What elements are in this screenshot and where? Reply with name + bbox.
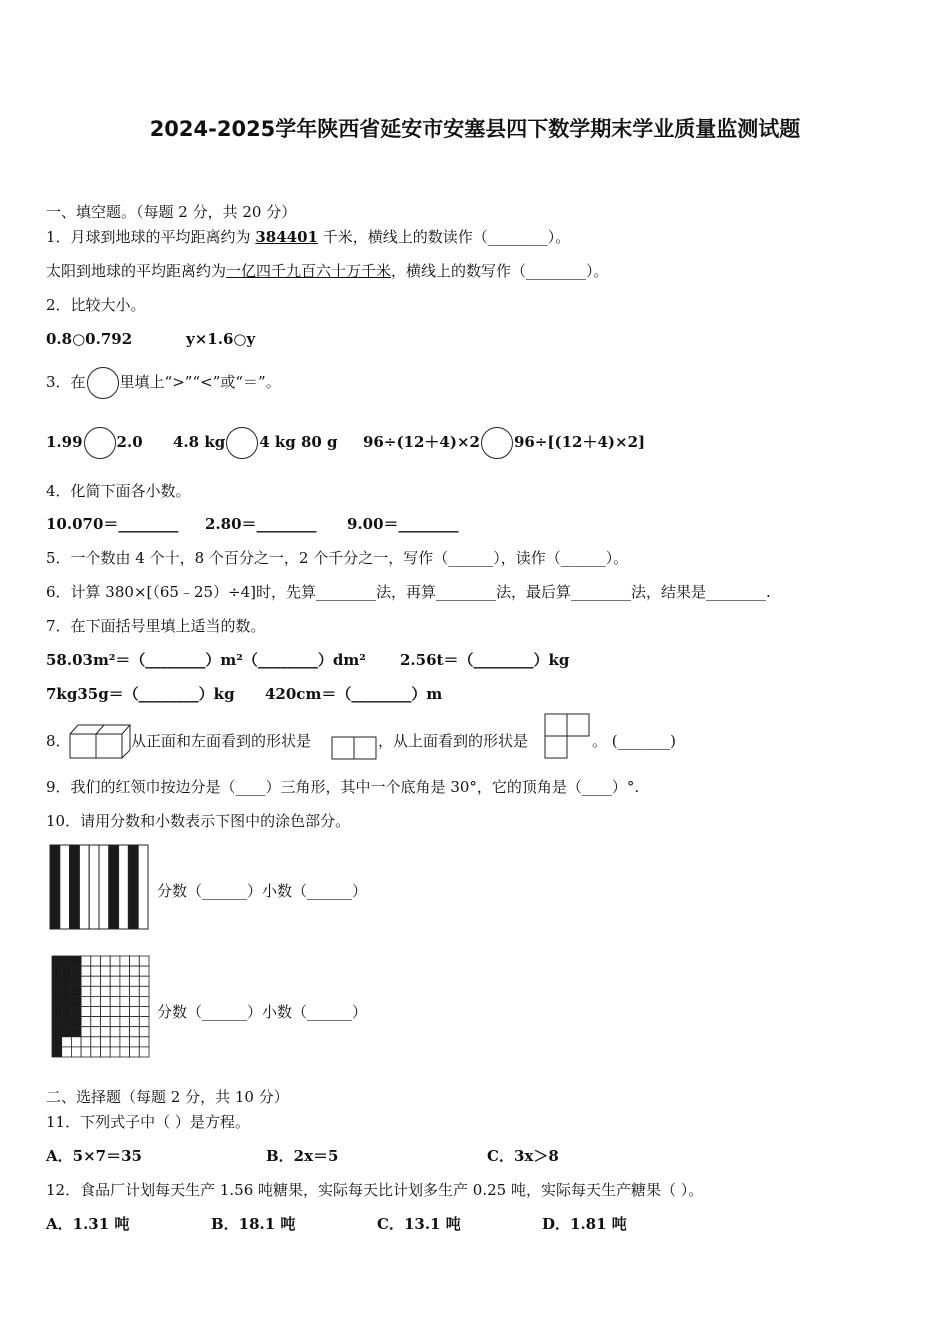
grid-cell	[120, 996, 130, 1006]
section1-heading: 一、填空题。（每题 2 分，共 20 分）	[46, 203, 297, 221]
grid-cell	[139, 1037, 149, 1047]
grid-cell-shaded	[71, 986, 81, 996]
grid-cell	[139, 976, 149, 986]
grid-cell	[101, 1007, 111, 1017]
grid-cell	[139, 1047, 149, 1057]
grid-cell-shaded	[71, 996, 81, 1006]
grid-cell-shaded	[52, 956, 62, 966]
grid-cell	[120, 1047, 130, 1057]
grid-cell-shaded	[52, 1047, 62, 1057]
q4-b: 2.80＝________	[205, 515, 317, 533]
page-title: 2024-2025学年陕西省延安市安塞县四下数学期末学业质量监测试题	[149, 117, 801, 141]
grid-cell-shaded	[52, 966, 62, 976]
grid-cell	[110, 966, 120, 976]
stripe-shaded	[128, 845, 138, 929]
grid-cell	[120, 966, 130, 976]
grid-cell	[139, 1007, 149, 1017]
grid-cell-shaded	[71, 1027, 81, 1037]
q10-text: 10．请用分数和小数表示下图中的涂色部分。	[46, 812, 351, 830]
grid-cell	[62, 1037, 72, 1047]
top-view-figure	[544, 713, 590, 761]
grid-figure	[51, 955, 151, 1059]
q2-b: y×1.6○y	[186, 330, 256, 348]
grid-cell	[130, 986, 140, 996]
grid-cell	[130, 1007, 140, 1017]
grid-cell	[101, 966, 111, 976]
grid-cell	[91, 996, 101, 1006]
grid-cell	[101, 1037, 111, 1047]
q1-post: 千米，横线上的数读作（________）。	[317, 228, 571, 246]
grid-cell	[110, 1037, 120, 1047]
grid-cell	[81, 956, 91, 966]
stripe-blank	[79, 845, 89, 929]
q4-a: 10.070＝________	[46, 515, 179, 533]
grid-cell	[130, 976, 140, 986]
stripe-shaded	[50, 845, 60, 929]
q7-c: 7kg35g＝（________）kg	[46, 685, 235, 703]
q3-pre: 3．在	[46, 373, 86, 391]
grid-cell-shaded	[71, 966, 81, 976]
grid-cell	[139, 1027, 149, 1037]
grid-cell-shaded	[52, 1037, 62, 1047]
grid-cell	[81, 996, 91, 1006]
front-view-figure	[331, 736, 377, 760]
grid-cell	[120, 1017, 130, 1027]
grid-cell	[139, 956, 149, 966]
q3-a	[46, 424, 143, 460]
grid-cell	[81, 976, 91, 986]
q3-b	[173, 424, 338, 460]
grid-cell	[120, 1027, 130, 1037]
q11-option-b[interactable]: B．2x＝5	[266, 1147, 339, 1165]
q1b-pre: 太阳到地球的平均距离约为	[46, 262, 227, 280]
grid-cell	[81, 1027, 91, 1037]
q12-option-a[interactable]: A．1.31 吨	[46, 1215, 130, 1233]
grid-cell	[91, 1047, 101, 1057]
grid-cell	[101, 956, 111, 966]
q8-mid: 从正面和左面看到的形状是	[131, 732, 312, 750]
q5-text: 5．一个数由 4 个十，8 个百分之一，2 个千分之一，写作（______），读作（______）。	[46, 549, 629, 567]
grid-cell	[91, 1017, 101, 1027]
grid-cell-shaded	[52, 976, 62, 986]
grid-cell	[81, 1017, 91, 1027]
q3a-left: 1.99	[46, 433, 83, 451]
q2-a: 0.8○0.792	[46, 330, 133, 348]
stripe-blank	[99, 845, 109, 929]
grid-cell	[81, 986, 91, 996]
grid-cell-shaded	[52, 996, 62, 1006]
grid-cell	[81, 1007, 91, 1017]
q8-num: 8．	[46, 732, 71, 750]
grid-cell-shaded	[52, 986, 62, 996]
grid-cell	[139, 996, 149, 1006]
grid-cell	[91, 986, 101, 996]
grid-cell	[110, 1047, 120, 1057]
q10-a: 分数（______）小数（______）	[157, 882, 368, 900]
grid-cell-shaded	[71, 1017, 81, 1027]
grid-cell	[110, 986, 120, 996]
grid-cell-shaded	[52, 1027, 62, 1037]
grid-cell-shaded	[62, 996, 72, 1006]
grid-cell	[139, 1017, 149, 1027]
grid-cell-shaded	[62, 1007, 72, 1017]
q6-text: 6．计算 380×[（65﹣25）÷4]时，先算________法，再算________法，最后算________法，结果是________.	[46, 583, 771, 601]
q8-mid2: ，从上面看到的形状是	[378, 732, 529, 750]
q3c-right: 96÷[(12＋4)×2]	[513, 433, 646, 451]
q8-end: 。 (_______)	[592, 732, 676, 750]
grid-cell-shaded	[62, 966, 72, 976]
q7-b: 2.56t＝（________）kg	[400, 651, 570, 669]
grid-cell	[91, 1027, 101, 1037]
grid-cell	[130, 1017, 140, 1027]
grid-cell	[120, 956, 130, 966]
stripe-shaded	[70, 845, 80, 929]
circle-blank-icon[interactable]	[84, 427, 116, 459]
stripe-blank	[60, 845, 70, 929]
grid-cell	[120, 1037, 130, 1047]
grid-cell	[91, 966, 101, 976]
grid-cell	[101, 996, 111, 1006]
q12-option-c[interactable]: C．13.1 吨	[377, 1215, 461, 1233]
grid-cell	[130, 966, 140, 976]
grid-cell-shaded	[71, 976, 81, 986]
q1-distance-moon: 384401	[255, 228, 318, 246]
grid-cell	[101, 1047, 111, 1057]
section2-heading: 二、选择题（每题 2 分，共 10 分）	[46, 1088, 289, 1106]
grid-cell	[130, 1047, 140, 1057]
grid-cell	[139, 986, 149, 996]
q7-a: 58.03m²＝（________）m²（________）dm²	[46, 651, 366, 669]
q12-text: 12．食品厂计划每天生产 1.56 吨糖果，实际每天比计划多生产 0.25 吨，实际每天生产糖果（ ）。	[46, 1181, 704, 1199]
grid-cell	[110, 1027, 120, 1037]
grid-cell	[81, 1047, 91, 1057]
q3-c	[363, 424, 645, 460]
stripe-figure	[48, 843, 150, 931]
stripe-blank	[138, 845, 148, 929]
cube-figure	[68, 720, 132, 762]
q1-distance-sun: 一亿四千九百六十万千米	[226, 262, 392, 280]
grid-cell	[110, 1007, 120, 1017]
q4-c: 9.00＝________	[347, 515, 459, 533]
grid-cell	[139, 966, 149, 976]
grid-cell	[101, 986, 111, 996]
grid-cell-shaded	[62, 1017, 72, 1027]
stripe-blank	[89, 845, 99, 929]
q3-text	[46, 364, 281, 400]
grid-cell-shaded	[52, 1007, 62, 1017]
q7-d: 420cm＝（________）m	[265, 685, 443, 703]
grid-cell	[91, 1037, 101, 1047]
grid-cell	[91, 956, 101, 966]
grid-cell-shaded	[71, 956, 81, 966]
q12-option-b[interactable]: B．18.1 吨	[211, 1215, 296, 1233]
q1b-post: ，横线上的数写作（________）。	[391, 262, 609, 280]
q1-line1	[46, 227, 570, 247]
grid-cell-shaded	[52, 1017, 62, 1027]
grid-cell-shaded	[62, 956, 72, 966]
q12-option-d[interactable]: D．1.81 吨	[542, 1215, 627, 1233]
grid-cell	[120, 986, 130, 996]
grid-cell-shaded	[62, 1027, 72, 1037]
grid-cell-shaded	[62, 986, 72, 996]
grid-cell	[101, 976, 111, 986]
grid-cell	[110, 996, 120, 1006]
grid-cell	[91, 1007, 101, 1017]
grid-cell	[130, 1037, 140, 1047]
circle-blank-icon	[87, 367, 119, 399]
q11-option-a[interactable]: A．5×7＝35	[46, 1147, 142, 1165]
stripe-shaded	[109, 845, 119, 929]
q11-text: 11．下列式子中（ ）是方程。	[46, 1113, 250, 1131]
grid-cell	[81, 1037, 91, 1047]
q11-option-c[interactable]: C．3x＞8	[487, 1147, 559, 1165]
q3b-right: 4 kg 80 g	[259, 433, 338, 451]
grid-cell	[120, 1007, 130, 1017]
q1-pre: 1．月球到地球的平均距离约为	[46, 228, 256, 246]
grid-cell	[130, 996, 140, 1006]
circle-blank-icon[interactable]	[226, 427, 258, 459]
grid-cell	[130, 1027, 140, 1037]
q3b-left: 4.8 kg	[173, 433, 226, 451]
grid-cell	[120, 976, 130, 986]
grid-cell-shaded	[71, 1007, 81, 1017]
grid-cell	[62, 1047, 72, 1057]
q3a-right: 2.0	[116, 433, 143, 451]
circle-blank-icon[interactable]	[481, 427, 513, 459]
q1-line2	[46, 261, 609, 281]
grid-cell-shaded	[62, 976, 72, 986]
grid-cell	[110, 956, 120, 966]
q9-text: 9．我们的红领巾按边分是（____）三角形，其中一个底角是 30°，它的顶角是（____）°.	[46, 778, 640, 796]
q10-b: 分数（______）小数（______）	[157, 1003, 368, 1021]
q3c-left: 96÷(12＋4)×2	[363, 433, 480, 451]
grid-cell	[101, 1017, 111, 1027]
q3-post: 里填上“>”“<”或“＝”。	[119, 373, 281, 391]
grid-cell	[110, 976, 120, 986]
q2-text: 2．比较大小。	[46, 296, 146, 314]
grid-cell	[91, 976, 101, 986]
grid-cell	[81, 966, 91, 976]
stripe-blank	[119, 845, 129, 929]
grid-cell	[71, 1047, 81, 1057]
q4-text: 4．化简下面各小数。	[46, 482, 191, 500]
q7-text: 7．在下面括号里填上适当的数。	[46, 617, 266, 635]
grid-cell	[130, 956, 140, 966]
grid-cell	[110, 1017, 120, 1027]
grid-cell	[71, 1037, 81, 1047]
grid-cell	[101, 1027, 111, 1037]
